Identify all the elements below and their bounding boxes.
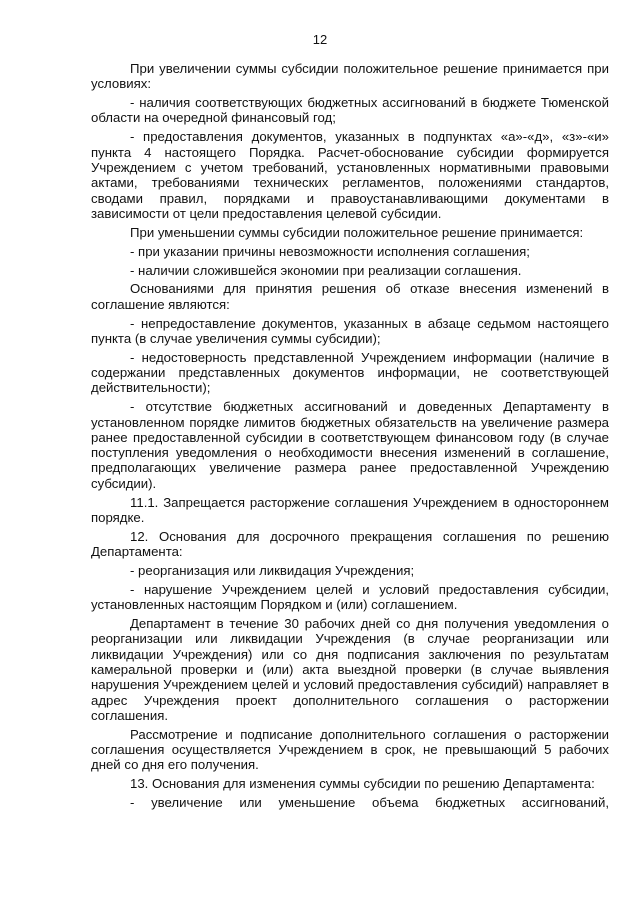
paragraph: При увеличении суммы субсидии положительное решение принимается при условиях:: [91, 61, 609, 92]
list-item: - недостоверность представленной Учреждением информации (наличие в содержании представленных документов информации, не соответствующей действительности);: [91, 349, 609, 396]
page-number: 12: [312, 32, 328, 47]
list-item: - отсутствие бюджетных ассигнований и доведенных Департаменту в установленном порядке лимитов бюджетных обязательств на увеличение размера ранее предоставленной субсидии в соответствующем финансовом году (в случае поступления уведомления о необходимости внесения изменений в соглашение, предполагающих увеличение размера ранее предоставленной Учреждению субсидии).: [91, 399, 609, 491]
numbered-clause: 13. Основания для изменения суммы субсидии по решению Департамента:: [130, 776, 595, 792]
list-item: - наличия соответствующих бюджетных ассигнований в бюджете Тюменской области на очередной финансовый год;: [91, 95, 609, 126]
list-item: - увеличение или уменьшение объема бюджетных ассигнований,: [130, 795, 609, 811]
list-item: - наличии сложившейся экономии при реализации соглашения.: [130, 262, 522, 278]
numbered-clause: 12. Основания для досрочного прекращения соглашения по решению Департамента:: [91, 528, 609, 560]
paragraph: Основаниями для принятия решения об отказе внесения изменений в соглашение являются:: [91, 281, 609, 312]
list-item: - при указании причины невозможности исполнения соглашения;: [130, 243, 530, 259]
list-item: - предоставления документов, указанных в подпунктах «а»-«д», «з»-«и» пункта 4 настоящего Порядка. Расчет-обоснование субсидии формируется Учреждением с учетом требований, установленных нормативными правовыми актами, требованиями технических регламентов, положениями стандартов, сводами правил, порядками и правоустанавливающими документами в зависимости от цели предоставления целевой субсидии.: [91, 129, 609, 221]
numbered-clause: 11.1. Запрещается расторжение соглашения Учреждением в одностороннем порядке.: [91, 494, 609, 525]
paragraph: При уменьшении суммы субсидии положительное решение принимается:: [130, 224, 584, 240]
list-item: - непредоставление документов, указанных в абзаце седьмом настоящего пункта (в случае увеличения суммы субсидии);: [91, 315, 609, 346]
document-body: [91, 61, 609, 810]
paragraph: Департамент в течение 30 рабочих дней со дня получения уведомления о реорганизации или ликвидации Учреждения (в случае реорганизации или ликвидации Учреждения) или со дня подписания заключения по результатам камеральной проверки и (или) акта выездной проверки (в случае выявления нарушения Учреждением целей и условий предоставления субсидий) направляет в адрес Учреждения проект дополнительного соглашения о расторжении соглашения.: [91, 616, 609, 723]
list-item: - нарушение Учреждением целей и условий предоставления субсидии, установленных настоящим Порядком и (или) соглашением.: [91, 581, 609, 613]
list-item: - реорганизация или ликвидация Учреждения;: [130, 563, 415, 579]
paragraph: Рассмотрение и подписание дополнительного соглашения о расторжении соглашения осуществляется Учреждением в срок, не превышающий 5 рабочих дней со дня его получения.: [91, 726, 609, 773]
